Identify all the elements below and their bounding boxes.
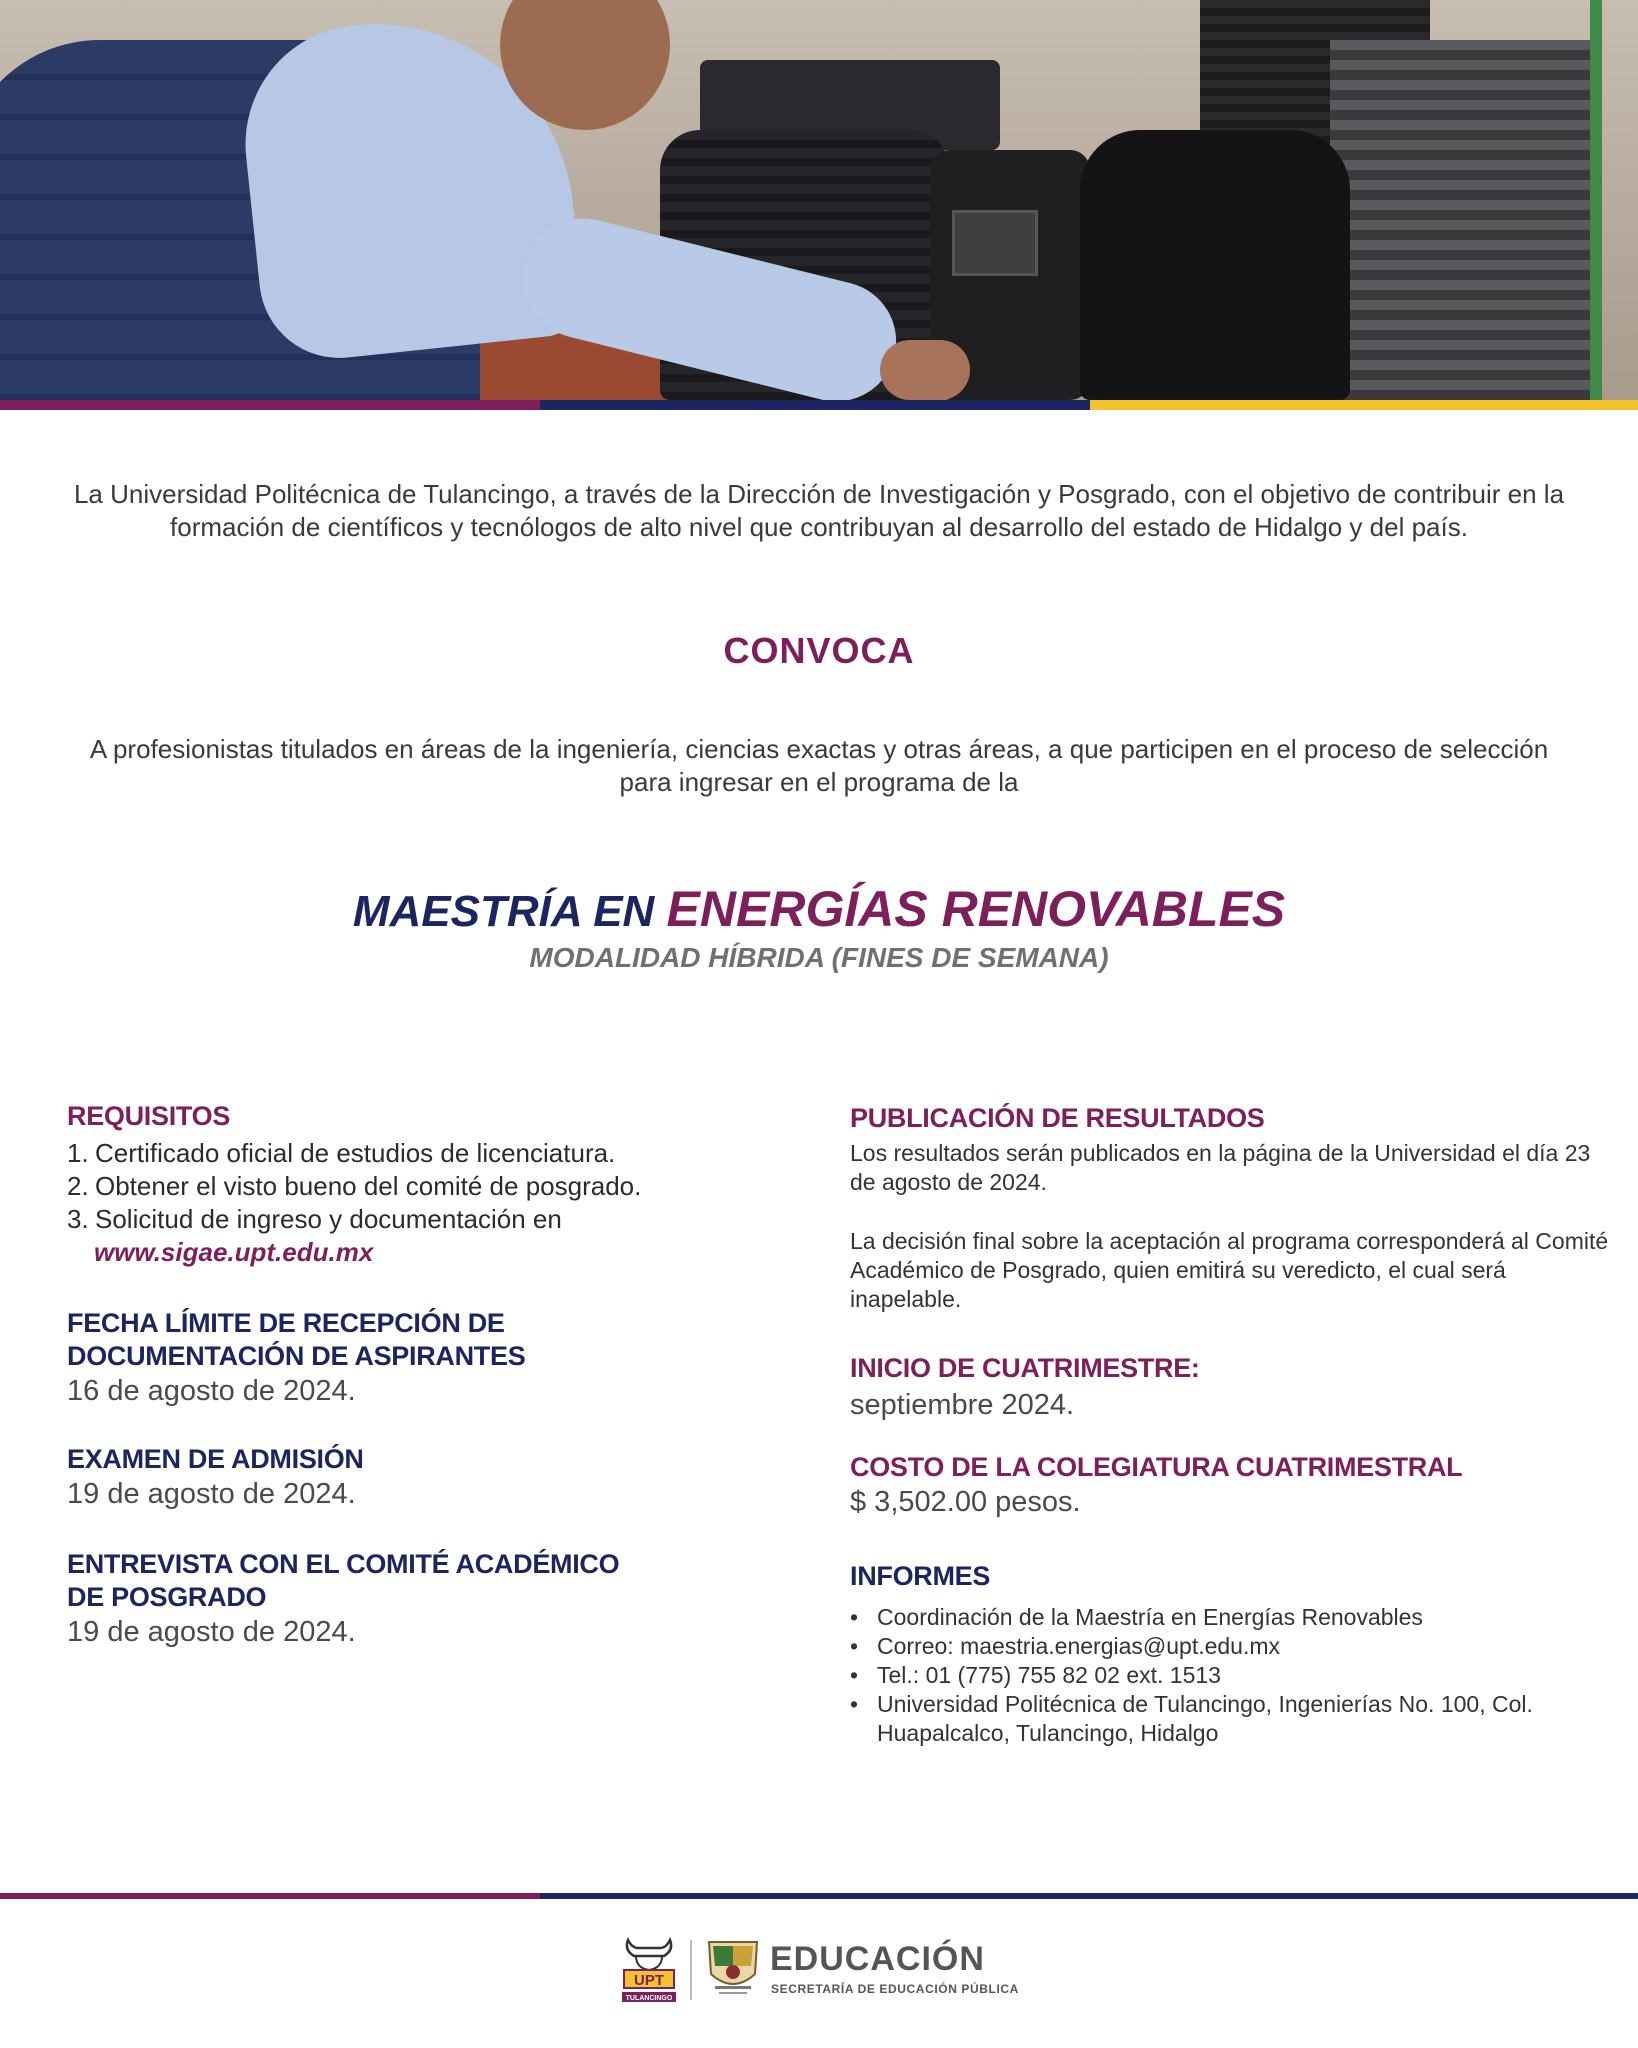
list-item: • Coordinación de la Maestría en Energías Renovables xyxy=(850,1604,1423,1630)
program-title xyxy=(0,880,1638,938)
color-stripe-top xyxy=(0,400,1638,410)
sep-subtitle: SECRETARÍA DE EDUCACIÓN PÚBLICA xyxy=(771,1982,1019,1996)
upt-logo xyxy=(620,1934,678,2004)
entrevista-value: 19 de agosto de 2024. xyxy=(67,1616,356,1648)
informes-list xyxy=(850,1603,1610,1748)
inicio-heading: INICIO DE CUATRIMESTRE: xyxy=(850,1353,1200,1383)
inicio-value: septiembre 2024. xyxy=(850,1389,1075,1421)
email-link[interactable]: Correo: maestria.energias@upt.edu.mx xyxy=(877,1633,1281,1659)
costo-value: $ 3,502.00 pesos. xyxy=(850,1486,1081,1518)
examen-value: 19 de agosto de 2024. xyxy=(67,1478,356,1510)
invite-text: A profesionistas titulados en áreas de la ingeniería, ciencias exactas y otras áreas, a que participen en el proceso de selección para ingresar en el programa de la xyxy=(89,734,1549,797)
right-column xyxy=(850,1102,1610,1748)
phone-text: Tel.: 01 (775) 755 82 02 ext. 1513 xyxy=(877,1662,1221,1688)
program-modality: MODALIDAD HÍBRIDA (FINES DE SEMANA) xyxy=(529,942,1109,973)
sigae-link[interactable]: www.sigae.upt.edu.mx xyxy=(94,1237,374,1267)
svg-text:UPT: UPT xyxy=(634,1972,664,1989)
entrevista-heading: ENTREVISTA CON EL COMITÉ ACADÉMICO DE POSGRADO xyxy=(67,1549,620,1612)
logo-divider xyxy=(690,1940,692,2000)
costo-heading: COSTO DE LA COLEGIATURA CUATRIMESTRAL xyxy=(850,1452,1463,1482)
requisitos-heading: REQUISITOS xyxy=(67,1101,231,1131)
address-text: Universidad Politécnica de Tulancingo, Ingenierías No. 100, Col. Huapalcalco, Tulancingo, Hidalgo xyxy=(877,1691,1533,1746)
publicacion-heading: PUBLICACIÓN DE RESULTADOS xyxy=(850,1103,1265,1133)
list-item: 2. Obtener el visto bueno del comité de posgrado. xyxy=(67,1171,642,1201)
fecha-limite-heading: FECHA LÍMITE DE RECEPCIÓN DE DOCUMENTACIÓN DE ASPIRANTES xyxy=(67,1308,526,1371)
list-item: 3. Solicitud de ingreso y documentación en xyxy=(67,1204,562,1234)
publicacion-text-2: La decisión final sobre la aceptación al programa corresponderá al Comité Académico de Posgrado, quien emitirá su veredicto, el cual será inapelable. xyxy=(850,1228,1609,1312)
educacion-title: EDUCACIÓN xyxy=(770,1940,985,1978)
convoca-heading: CONVOCA xyxy=(723,630,915,671)
list-item: • Universidad Politécnica de Tulancingo, Ingenierías No. 100, Col. Huapalcalco, Tulancingo, Hidalgo xyxy=(850,1690,1610,1748)
hidalgo-crest-logo xyxy=(703,1934,763,2000)
list-item: • Correo: maestria.energias@upt.edu.mx xyxy=(850,1633,1281,1659)
program-name: ENERGÍAS RENOVABLES xyxy=(666,881,1286,937)
list-item: 1. Certificado oficial de estudios de licenciatura. xyxy=(67,1138,616,1168)
list-item: • Tel.: 01 (775) 755 82 02 ext. 1513 xyxy=(850,1662,1221,1688)
intro-text: La Universidad Politécnica de Tulancingo, a través de la Dirección de Investigación y Posgrado, con el objetivo de contribuir en la formación de científicos y tecnólogos de alto nivel que contribuyan al desarrollo del estado de Hidalgo y del país. xyxy=(73,479,1565,542)
hero-photo xyxy=(0,0,1638,400)
informes-heading: INFORMES xyxy=(850,1561,991,1591)
publicacion-text-1: Los resultados serán publicados en la página de la Universidad el día 23 de agosto de 2024. xyxy=(850,1140,1591,1195)
requisitos-list xyxy=(67,1137,787,1236)
svg-text:TULANCINGO: TULANCINGO xyxy=(625,1995,673,2002)
program-prefix: MAESTRÍA EN xyxy=(352,887,667,936)
footer xyxy=(0,1930,1638,2010)
left-column xyxy=(67,1100,787,1650)
color-stripe-bottom xyxy=(0,1893,1638,1899)
examen-heading: EXAMEN DE ADMISIÓN xyxy=(67,1444,364,1474)
fecha-limite-value: 16 de agosto de 2024. xyxy=(67,1375,356,1407)
